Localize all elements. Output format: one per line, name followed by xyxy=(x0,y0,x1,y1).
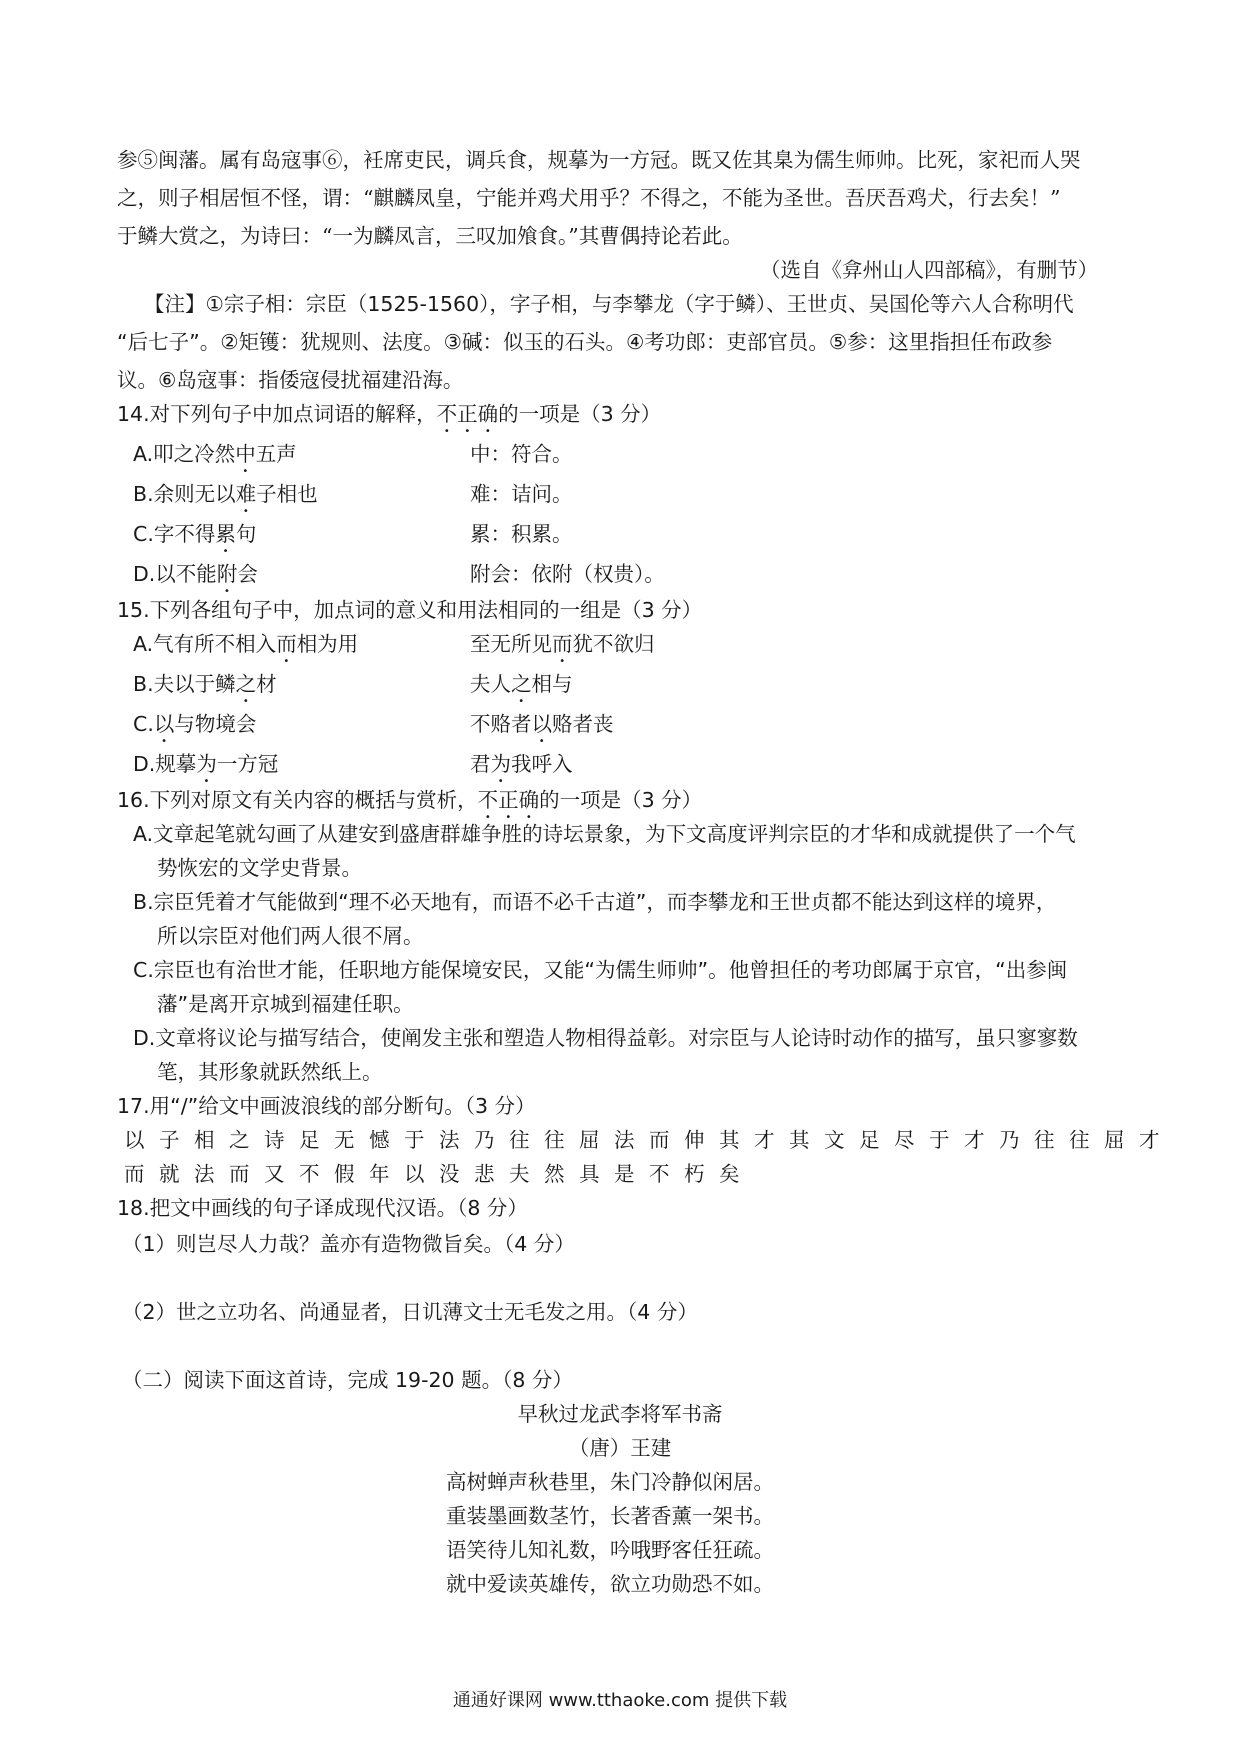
q16-stem: 16.下列对原文有关内容的概括与赏析，不正确的一项是（3 分） xyxy=(117,788,703,812)
q16-option-a-line-1: A.文章起笔就勾画了从建安到盛唐群雄争胜的诗坛景象，为下文高度评判宗臣的才华和成就提供了一个气 xyxy=(133,822,1076,846)
q16-option-c-line-2: 藩”是离开京城到福建任职。 xyxy=(157,992,414,1016)
footer-text: 通通好课网 www.tthaoke.com 提供下载 xyxy=(452,1690,788,1711)
q14-option-d: D.以不能附会 xyxy=(133,562,258,586)
q14-option-c: C.字不得累句 xyxy=(133,522,257,546)
poem-line-1: 高树蝉声秋巷里，朱门冷静似闲居。 xyxy=(446,1470,774,1494)
notes-line-3: 议。⑥岛寇事：指倭寇侵扰福建沿海。 xyxy=(117,368,464,392)
passage-line-3: 于鳞大赏之，为诗曰：“一为麟凤言，三叹加飧食。”其曹偶持论若此。 xyxy=(117,224,743,248)
q16-option-d-line-1: D.文章将议论与描写结合，使阐发主张和塑造人物相得益彰。对宗臣与人论诗时动作的描写，虽只寥寥数 xyxy=(133,1026,1078,1050)
q16-option-b-line-2: 所以宗臣对他们两人很不屑。 xyxy=(157,924,424,948)
notes-line-2: “后七子”。②矩镬：犹规则、法度。③碱：似玉的石头。④考功郎：吏部官员。⑤参：这里指担任布政参 xyxy=(117,330,1053,354)
notes-line-1: 【注】①宗子相：宗臣（1525-1560），字子相，与李攀龙（字于鳞）、王世贞、吴国伦等六人合称明代 xyxy=(144,292,1074,316)
passage-line-2: 之，则子相居恒不怪，谓：“麒麟凤皇，宁能并鸡犬用乎？不得之，不能为圣世。吾厌吾鸡犬，行去矣！” xyxy=(117,186,1061,210)
q17-stem: 17.用“/”给文中画波浪线的部分断句。（3 分） xyxy=(117,1094,536,1118)
q15-option-b-right: 夫人之相与 xyxy=(470,672,573,696)
poem-line-2: 重装墨画数茎竹，长著香薰一架书。 xyxy=(446,1504,774,1528)
q14-option-d-answer: 附会：依附（权贵）。 xyxy=(470,562,665,586)
q16-option-d-line-2: 笔，其形象就跃然纸上。 xyxy=(157,1060,383,1084)
q16-option-a-line-2: 势恢宏的文学史背景。 xyxy=(157,856,362,880)
q15-option-c-right: 不赂者以赂者丧 xyxy=(470,712,614,736)
q17-text-line-2: 而就法而又不假年以没悲夫然具是不朽矣 xyxy=(124,1162,754,1186)
q14-option-a: A.叩之冷然中五声 xyxy=(133,442,297,466)
q14-option-b: B.余则无以难子相也 xyxy=(133,482,318,506)
q15-option-c-left: C.以与物境会 xyxy=(133,712,257,736)
poem-title: 早秋过龙武李将军书斋 xyxy=(517,1402,723,1426)
passage-source: （选自《弇州山人四部稿》，有删节） xyxy=(760,258,1099,282)
q14-stem: 14.对下列句子中加点词语的解释，不正确的一项是（3 分） xyxy=(117,402,662,426)
q18-sentence-1: （1）则岂尽人力哉？盖亦有造物微旨矣。（4 分） xyxy=(122,1232,575,1256)
poem-author: （唐）王建 xyxy=(568,1436,672,1460)
q15-option-a-right: 至无所见而犹不欲归 xyxy=(470,632,655,656)
q18-stem: 18.把文中画线的句子译成现代汉语。（8 分） xyxy=(117,1196,528,1220)
q16-option-c-line-1: C.宗臣也有治世才能，任职地方能保境安民，又能“为儒生师帅”。他曾担任的考功郎属于京官，“出参闽 xyxy=(133,958,1068,982)
q14-option-c-answer: 累：积累。 xyxy=(470,522,573,546)
q15-option-d-left: D.规摹为一方冠 xyxy=(133,752,279,776)
poem-line-3: 语笑待儿知礼数，吟哦野客任狂疏。 xyxy=(446,1538,774,1562)
passage-line-1: 参⑤闽藩。属有岛寇事⑥，衽席吏民，调兵食，规摹为一方冠。既又佐其臬为儒生师帅。比死，家祀而人哭 xyxy=(117,148,1081,172)
q15-option-d-right: 君为我呼入 xyxy=(470,752,573,776)
q14-option-a-answer: 中：符合。 xyxy=(470,442,573,466)
q15-option-a-left: A.气有所不相入而相为用 xyxy=(133,632,359,656)
section-2-heading: （二）阅读下面这首诗，完成 19-20 题。（8 分） xyxy=(122,1368,573,1392)
q15-option-b-left: B.夫以于鳞之材 xyxy=(133,672,277,696)
q16-option-b-line-1: B.宗臣凭着才气能做到“理不必天地有，而语不必千古道”，而李攀龙和王世贞都不能达到这样的境界， xyxy=(133,890,1057,914)
q15-stem: 15.下列各组句子中，加点词的意义和用法相同的一组是（3 分） xyxy=(117,598,703,622)
q17-text-line-1: 以子相之诗足无憾于法乃往往屈法而伸其才其文足尽于才乃往往屈才 xyxy=(124,1128,1174,1152)
poem-line-4: 就中爱读英雄传，欲立功勋恐不如。 xyxy=(446,1572,774,1596)
q18-sentence-2: （2）世之立功名、尚通显者，日讥薄文士无毛发之用。（4 分） xyxy=(122,1300,698,1324)
q14-option-b-answer: 难：诘问。 xyxy=(470,482,573,506)
